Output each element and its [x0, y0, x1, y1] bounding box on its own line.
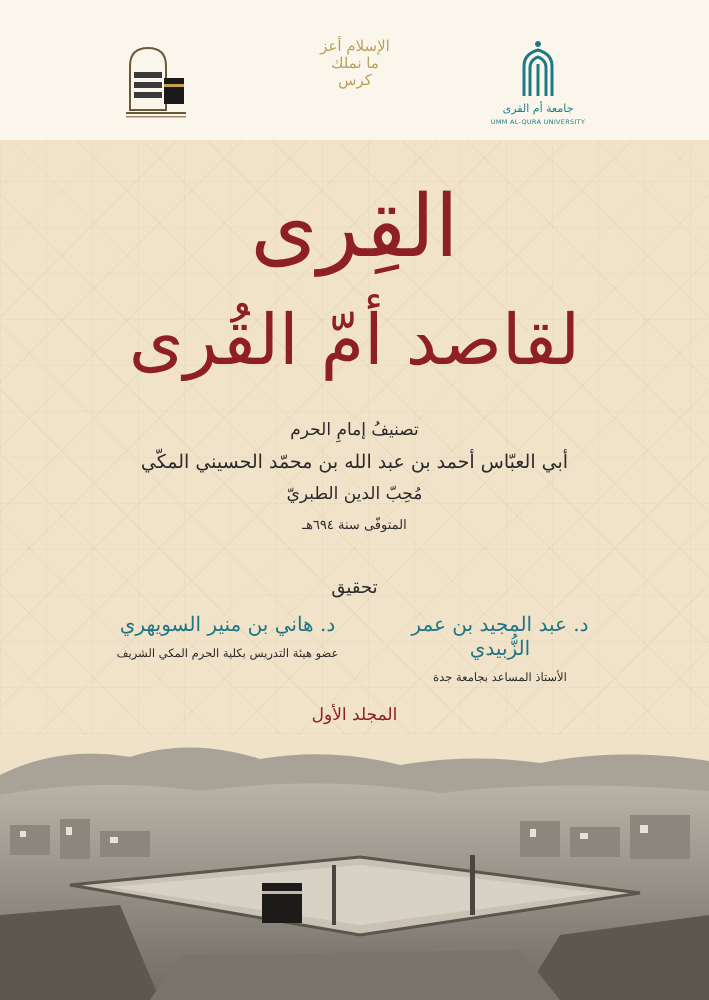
center-calligraphy-logo-icon	[318, 38, 392, 128]
book-title: القِرى	[250, 177, 459, 277]
center-logo-text: الإسلام أعز ما نملك كرس	[320, 37, 390, 89]
editor-2-name: د. هاني بن منير السويهري	[119, 612, 336, 636]
author-name: أبي العبّاس أحمد بن عبد الله بن محمّد الحسيني المكّي	[140, 451, 569, 473]
waqf-kaaba-logo-icon	[120, 40, 190, 120]
editor-1	[385, 612, 615, 684]
editor-1-name: د. عبد المجيد بن عمر الزُّبيدي	[411, 612, 589, 660]
university-name-ar: جامعة أم القرى	[502, 102, 574, 115]
university-name-en: UMM AL-QURA UNIVERSITY	[490, 118, 586, 126]
makkah-haram-photo-icon	[0, 735, 709, 1000]
editor-2-role: عضو هيئة التدريس بكلية الحرم المكي الشريف	[116, 646, 339, 660]
classified-by: تصنيفُ إمامِ الحرم	[290, 420, 419, 440]
editor-1-role: الأستاذ المساعد بجامعة جدة	[433, 670, 567, 684]
verification-label: تحقيق	[331, 577, 378, 598]
volume-label: المجلد الأول	[311, 705, 398, 725]
death-date: المتوفّى سنة ٦٩٤هـ	[302, 518, 407, 533]
author-laqab: مُحِبّ الدين الطبريّ	[286, 484, 423, 504]
book-subtitle: لقاصد أمّ القُرى	[128, 299, 581, 381]
university-emblem-icon	[488, 38, 588, 100]
umm-al-qura-university-logo	[488, 38, 588, 128]
editor-2	[100, 612, 355, 660]
